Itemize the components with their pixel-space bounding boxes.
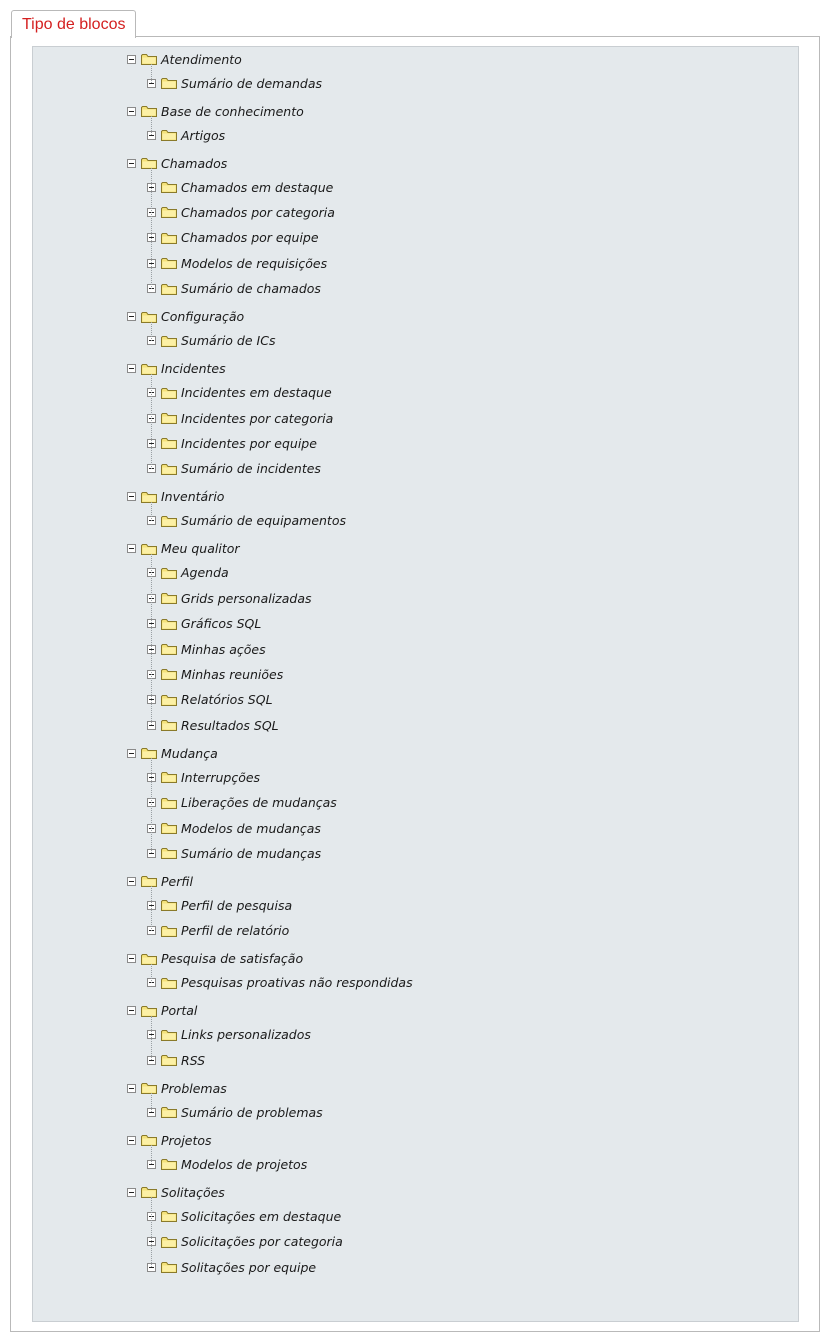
tree-child-4-2[interactable] [147,433,317,453]
tree-child-label: Links personalizados [181,1027,311,1043]
tree-child-label: Sumário de ICs [181,333,276,349]
blocks-frame [10,36,820,1332]
tree-parent-6[interactable] [127,539,240,559]
folder-icon [161,1236,177,1248]
folder-icon [161,592,177,604]
tree-child-label: Artigos [181,127,226,143]
tree-child-13-1[interactable] [147,1232,343,1252]
tree-child-label: Incidentes em destaque [181,385,332,401]
tree-parent-label: Inventário [161,489,225,505]
tree-child-1-0[interactable] [147,125,225,145]
folder-icon [161,1261,177,1273]
tree-parent-label: Projetos [161,1132,212,1148]
tree-child-label: Chamados por equipe [181,230,319,246]
tree-child-label: Sumário de equipamentos [181,513,346,529]
tree-child-label: Solicitações por categoria [181,1234,343,1250]
collapse-toggle-icon[interactable] [127,877,136,886]
tree-child-label: Liberações de mudanças [181,795,337,811]
folder-open-icon [141,157,157,169]
tree-child-7-2[interactable] [147,818,321,838]
tree-child-label: Sumário de demandas [181,75,323,91]
folder-icon [161,694,177,706]
folder-icon [161,719,177,731]
tree-child-label: Agenda [181,565,229,581]
tree-child-label: Gráficos SQL [181,616,262,632]
tree-parent-label: Meu qualitor [161,541,240,557]
tree-child-label: Sumário de problemas [181,1104,323,1120]
tree-child-4-0[interactable] [147,383,332,403]
folder-icon [161,1054,177,1066]
tree-child-7-1[interactable] [147,793,337,813]
tree-child-label: Incidentes por categoria [181,410,334,426]
tree-parent-7[interactable] [127,743,218,763]
tree-child-label: Minhas ações [181,641,266,657]
tree-child-9-0[interactable] [147,973,413,993]
folder-icon [161,206,177,218]
tree-connector-line [151,322,152,341]
tree-parent-label: Incidentes [161,361,226,377]
tree-child-label: Modelos de projetos [181,1156,308,1172]
tree-parent-12[interactable] [127,1130,212,1150]
tree-child-label: Incidentes por equipe [181,435,317,451]
tree-child-10-1[interactable] [147,1050,205,1070]
folder-open-icon [141,747,157,759]
collapse-toggle-icon[interactable] [127,954,136,963]
folder-icon [161,567,177,579]
tree-child-10-0[interactable] [147,1025,311,1045]
collapse-toggle-icon[interactable] [127,492,136,501]
tree-child-7-3[interactable] [147,843,321,863]
tree-parent-2[interactable] [127,153,227,173]
tree-connector-line [151,964,152,983]
tree-parent-label: Mudança [161,745,218,761]
tree-child-6-6[interactable] [147,715,279,735]
collapse-toggle-icon[interactable] [127,1006,136,1015]
tree-child-label: Relatórios SQL [181,692,273,708]
tree-child-label: Minhas reuniões [181,666,284,682]
tree-connector-line [151,1145,152,1164]
tree-parent-1[interactable] [127,101,304,121]
tree-connector-line [151,1016,152,1060]
folder-icon [161,77,177,89]
tree-child-7-0[interactable] [147,767,260,787]
folder-open-icon [141,875,157,887]
collapse-toggle-icon[interactable] [127,749,136,758]
tree-child-6-1[interactable] [147,588,312,608]
tree-child-label: Sumário de chamados [181,281,321,297]
folder-icon [161,643,177,655]
tree-parent-label: Configuração [161,309,245,325]
tree-child-label: Interrupções [181,769,261,785]
tree-connector-line [151,374,152,469]
tree-parent-8[interactable] [127,871,193,891]
folder-icon [161,437,177,449]
collapse-toggle-icon[interactable] [127,312,136,321]
tree-child-label: Perfil de pesquisa [181,897,293,913]
tree-child-6-3[interactable] [147,639,266,659]
tree-parent-0[interactable] [127,49,242,69]
tree-child-6-2[interactable] [147,614,261,634]
tree-child-8-1[interactable] [147,921,289,941]
tree-child-label: RSS [181,1052,206,1068]
folder-icon [161,899,177,911]
collapse-toggle-icon[interactable] [127,159,136,168]
folder-icon [161,771,177,783]
tree-parent-label: Chamados [161,155,228,171]
folder-icon [161,925,177,937]
tree-connector-line [151,758,152,853]
tree-child-label: Grids personalizadas [181,590,312,606]
tree-child-label: Sumário de mudanças [181,845,322,861]
collapse-toggle-icon[interactable] [127,1136,136,1145]
tree-parent-label: Perfil [161,873,193,889]
folder-open-icon [141,363,157,375]
tree-parent-label: Portal [161,1003,198,1019]
collapse-toggle-icon[interactable] [127,544,136,553]
folder-open-icon [141,311,157,323]
tree-child-label: Solitações por equipe [181,1259,317,1275]
tree-child-4-3[interactable] [147,459,321,479]
tree-child-6-4[interactable] [147,664,283,684]
tree-child-8-0[interactable] [147,895,292,915]
folder-icon [161,387,177,399]
tree-child-5-0[interactable] [147,511,346,531]
folder-icon [161,515,177,527]
tree-connector-line [151,64,152,83]
folder-open-icon [141,543,157,555]
tree-parent-5[interactable] [127,487,224,507]
tree-child-2-4[interactable] [147,279,321,299]
tree-child-2-0[interactable] [147,177,333,197]
tab-tipo-de-blocos[interactable]: Tipo de blocos [11,10,136,38]
tree-connector-line [151,1197,152,1267]
tree-child-label: Sumário de incidentes [181,461,321,477]
folder-icon [161,257,177,269]
folder-open-icon [141,1134,157,1146]
folder-icon [161,181,177,193]
tree-child-label: Perfil de relatório [181,923,290,939]
tree-connector-line [151,1093,152,1112]
folder-icon [161,797,177,809]
folder-icon [161,618,177,630]
folder-icon [161,412,177,424]
tree-child-label: Resultados SQL [181,717,279,733]
tree-child-2-2[interactable] [147,228,319,248]
tree-connector-line [151,554,152,725]
tree-child-6-5[interactable] [147,690,273,710]
tree-parent-9[interactable] [127,949,303,969]
tree-parent-label: Pesquisa de satisfação [161,951,304,967]
folder-icon [161,1210,177,1222]
tree-child-13-2[interactable] [147,1257,316,1277]
tree-parent-label: Problemas [161,1080,227,1096]
tree-parent-label: Solitações [161,1184,225,1200]
folder-icon [161,668,177,680]
folder-open-icon [141,1186,157,1198]
folder-icon [161,1158,177,1170]
folder-icon [161,463,177,475]
folder-open-icon [141,953,157,965]
tree-child-label: Solicitações em destaque [181,1208,342,1224]
tree-child-6-0[interactable] [147,563,229,583]
tree-child-label: Modelos de requisições [181,255,328,271]
tree-connector-line [151,502,152,521]
folder-open-icon [141,1005,157,1017]
folder-open-icon [141,53,157,65]
tree-parent-label: Base de conhecimento [161,103,304,119]
tree-child-label: Pesquisas proativas não respondidas [181,975,413,991]
folder-icon [161,232,177,244]
tree-panel [32,46,799,1322]
block-type-tree [33,47,798,1321]
tree-child-4-1[interactable] [147,408,333,428]
tree-child-12-0[interactable] [147,1154,307,1174]
tree-connector-line [151,116,152,135]
tree-parent-13[interactable] [127,1182,225,1202]
tree-parent-4[interactable] [127,359,226,379]
folder-icon [161,335,177,347]
tree-child-13-0[interactable] [147,1206,341,1226]
folder-open-icon [141,105,157,117]
collapse-toggle-icon[interactable] [127,364,136,373]
tree-child-label: Chamados por categoria [181,204,335,220]
tree-child-2-1[interactable] [147,202,335,222]
tree-connector-line [151,886,152,930]
tree-child-0-0[interactable] [147,73,322,93]
folder-icon [161,1029,177,1041]
folder-icon [161,822,177,834]
tree-parent-11[interactable] [127,1078,227,1098]
folder-icon [161,977,177,989]
folder-icon [161,283,177,295]
tree-child-2-3[interactable] [147,253,327,273]
tree-child-3-0[interactable] [147,331,275,351]
tree-connector-line [151,168,152,289]
tree-parent-3[interactable] [127,307,244,327]
folder-icon [161,1106,177,1118]
folder-icon [161,847,177,859]
folder-icon [161,129,177,141]
tree-child-label: Chamados em destaque [181,179,334,195]
tree-child-label: Modelos de mudanças [181,820,321,836]
tree-child-11-0[interactable] [147,1102,323,1122]
folder-open-icon [141,491,157,503]
tree-parent-label: Atendimento [161,51,242,67]
collapse-toggle-icon[interactable] [127,1084,136,1093]
collapse-toggle-icon[interactable] [127,1188,136,1197]
folder-open-icon [141,1082,157,1094]
collapse-toggle-icon[interactable] [127,107,136,116]
tree-parent-10[interactable] [127,1001,197,1021]
collapse-toggle-icon[interactable] [127,55,136,64]
